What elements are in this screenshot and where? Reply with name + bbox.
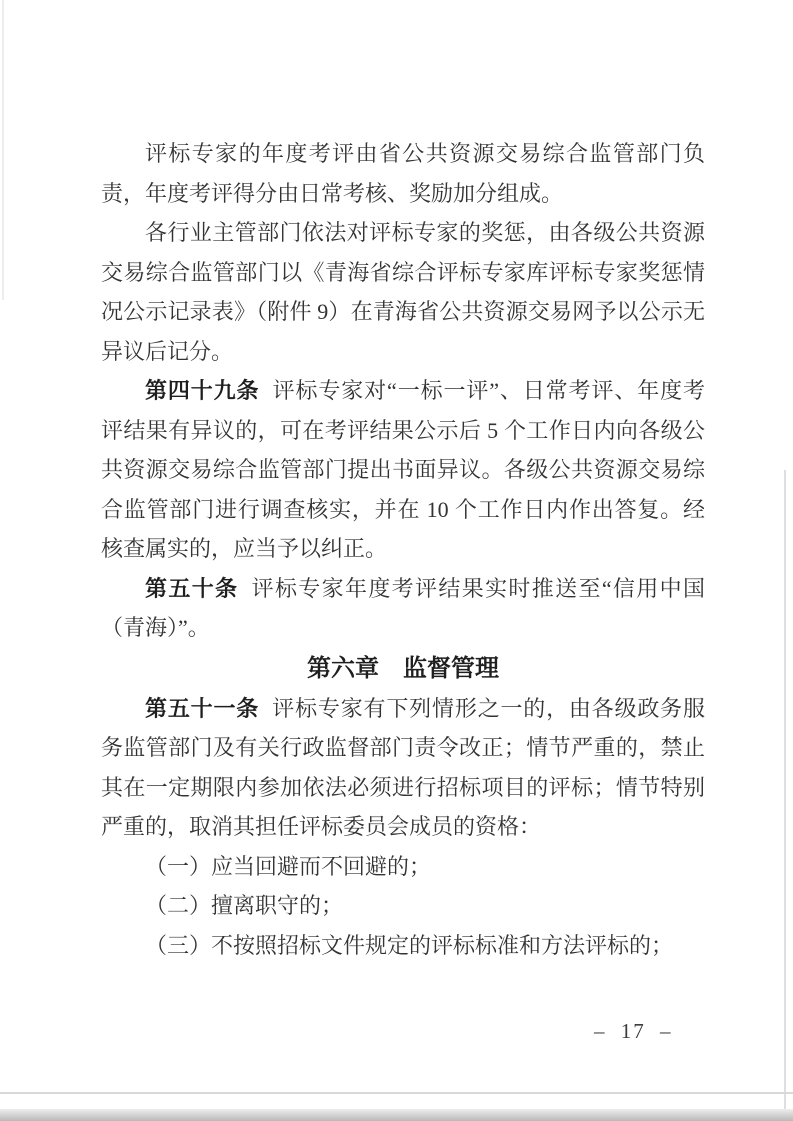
article-number: 第五十一条 [145,695,260,721]
scan-edge-right [784,470,786,1110]
page-number: – 17 – [594,1019,673,1043]
paragraph: （一）应当回避而不回避的； [145,853,432,879]
scan-edge-left [2,0,4,300]
article-number: 第四十九条 [145,378,260,403]
document-body [101,134,705,965]
article-number: 第五十条 [145,575,239,601]
scan-line-bottom [0,1092,793,1094]
paragraph: （三）不按照招标文件规定的评标标准和方法评标的； [145,932,674,958]
chapter-heading: 第六章 监督管理 [307,654,499,682]
paragraph: 第五十一条 评标专家有下列情形之一的，由各级政务服务监管部门及有关行政监督部门责令改正；情节严重的，禁止其在一定期限内参加依法必须进行招标项目的评标；情节特别严重的，取消其担任评标委员会成员的资格： [101,695,705,839]
paragraph: 各行业主管部门依法对评标专家的奖惩，由各级公共资源交易综合监管部门以《青海省综合评标专家库评标专家奖惩情况公示记录表》（附件 9）在青海省公共资源交易网予以公示无异议后记分。 [101,220,705,364]
paragraph: 第五十条 评标专家年度考评结果实时推送至“信用中国（青海）”。 [101,575,705,640]
paragraph: （二）擅离职守的； [145,893,344,918]
scan-edge-bottom [0,1109,793,1121]
paragraph: 评标专家的年度考评由省公共资源交易综合监管部门负责，年度考评得分由日常考核、奖励加分组成。 [101,141,705,206]
paragraph: 第四十九条 评标专家对“一标一评”、日常考评、年度考评结果有异议的，可在考评结果公示后 5 个工作日内向各级公共资源交易综合监管部门提出书面异议。各级公共资源交易综合监管部门进行调查核实，并在 10 个工作日内作出答复。经核查属实的，应当予以纠正。 [101,378,705,561]
